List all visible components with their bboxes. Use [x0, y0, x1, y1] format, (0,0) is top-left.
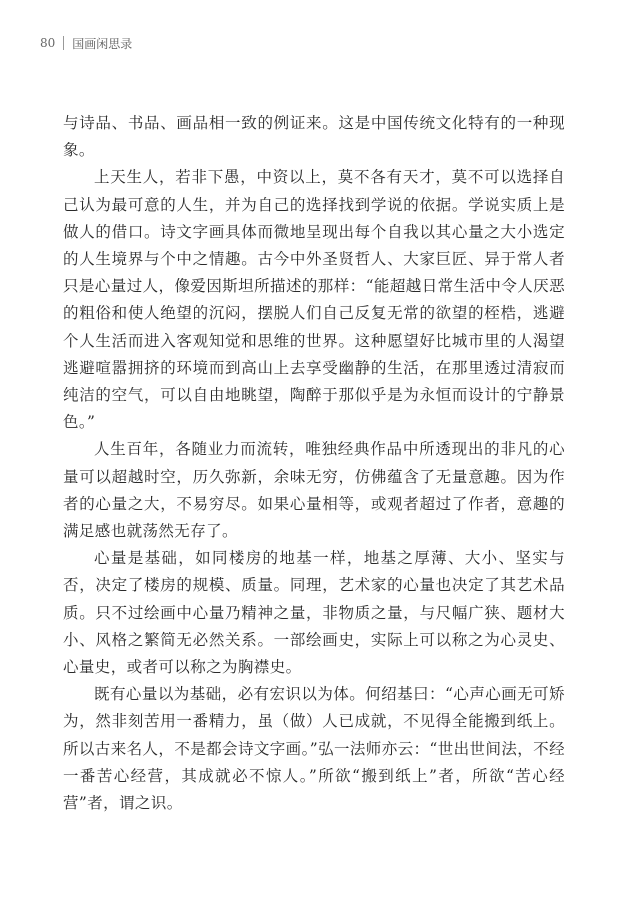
page-number: 80 — [40, 36, 56, 50]
book-title: 国画闲思录 — [72, 36, 133, 51]
paragraph-5: 既有心量以为基础，必有宏识以为体。何绍基曰：“心声心画无可矫为，然非刻苦用一番精力，虽（做）人已成就，不见得全能搬到纸上。所以古来名人，不是都会诗文字画。”弘一法师亦云：“世出世间法，不经一番苦心经营，其成就必不惊人。”所欲“搬到纸上”者，所欲“苦心经营”者，谓之识。 — [63, 685, 565, 813]
page-header — [40, 32, 132, 54]
paragraph-1: 与诗品、书品、画品相一致的例证来。这是中国传统文化特有的一种现象。 — [63, 114, 565, 160]
paragraph-3: 人生百年，各随业力而流转，唯独经典作品中所透现出的非凡的心量可以超越时空，历久弥新，余味无穷，仿佛蕴含了无量意趣。因为作者的心量之大，不易穷尽。如果心量相等，或观者超过了作者，意趣的满足感也就荡然无存了。 — [63, 440, 565, 541]
body-text — [63, 110, 565, 817]
paragraph-4: 心量是基础，如同楼房的地基一样，地基之厚薄、大小、坚实与否，决定了楼房的规模、质量。同理，艺术家的心量也决定了其艺术品质。只不过绘画中心量乃精神之量，非物质之量，与尺幅广狭、题材大小、风格之繁简无必然关系。一部绘画史，实际上可以称之为心灵史、心量史，或者可以称之为胸襟史。 — [63, 549, 565, 677]
paragraph-2: 上天生人，若非下愚，中资以上，莫不各有天才，莫不可以选择自己认为最可意的人生，并为自己的选择找到学说的依据。学说实质上是做人的借口。诗文字画具体而微地呈现出每个自我以其心量之大小选定的人生境界与个中之情趣。古今中外圣贤哲人、大家巨匠、异于常人者只是心量过人，像爱因斯坦所描述的那样：“能超越日常生活中令人厌恶的粗俗和使人绝望的沉闷，摆脱人们自己反复无常的欲望的桎梏，逃避个人生活而进入客观知觉和思维的世界。这种愿望好比城市里的人渴望逃避喧嚣拥挤的环境而到高山上去享受幽静的生活，在那里透过清寂而纯洁的空气，可以自由地眺望，陶醉于那似乎是为永恒而设计的宁静景色。” — [63, 168, 565, 432]
